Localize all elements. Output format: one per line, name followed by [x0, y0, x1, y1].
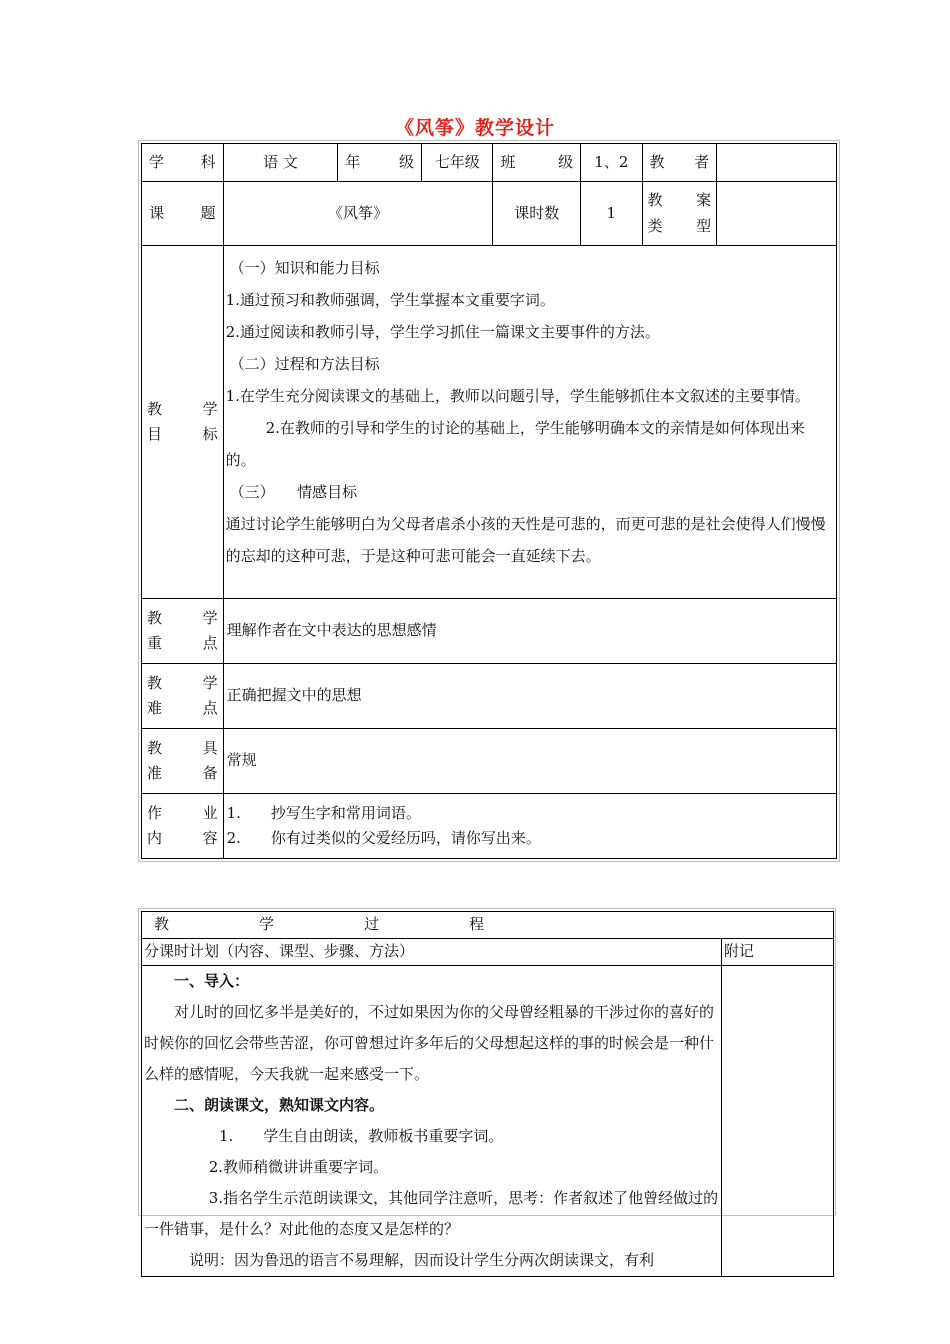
process-header: 教 学 过 程: [142, 912, 834, 939]
process-content: [142, 966, 722, 1277]
subject-label: 学 科: [142, 144, 224, 182]
process-paragraph: 3.指名学生示范朗读课文，其他同学注意听，思考：作者叙述了他曾经做过的一件错事，是什么？对此他的态度又是怎样的？: [144, 1189, 719, 1238]
notes-content: [722, 966, 834, 1277]
notes-label: 附记: [722, 939, 834, 966]
hours-label: 课时数: [493, 182, 581, 246]
preparation-label: 教 具 准 备: [142, 729, 224, 794]
teaching-process-table: [141, 911, 834, 1277]
subject-value: 语 文: [223, 144, 338, 182]
objective-line: 2.在教师的引导和学生的讨论的基础上，学生能够明确本文的亲情是如何体现出来的。: [225, 419, 805, 469]
objective-line: 通过讨论学生能够明白为父母者虐杀小孩的天性是可悲的，而更可悲的是社会使得人们慢慢的忘却的这种可悲，于是这种可悲可能会一直延续下去。: [225, 515, 826, 565]
objective-line: （二）过程和方法目标: [229, 355, 380, 373]
process-paragraph: 2.教师稍微讲讲重要字词。: [144, 1158, 389, 1176]
objectives-label: 教 学 目 标: [142, 246, 224, 599]
class-value: 1、2: [581, 144, 642, 182]
page-title: 《风筝》教学设计: [394, 117, 555, 139]
plan-label: 分课时计划（内容、课型、步骤、方法）: [142, 939, 722, 966]
plan-type-label: 教 案 类 型: [642, 182, 717, 246]
class-label: 班 级: [493, 144, 581, 182]
preparation-value: 常规: [223, 729, 836, 794]
difficulties-label: 教 学 难 点: [142, 664, 224, 729]
objective-line: 1.在学生充分阅读课文的基础上，教师以问题引导，学生能够抓住本文叙述的主要事情。: [225, 387, 810, 405]
section-heading: 二、朗读课文，熟知课文内容。: [144, 1096, 385, 1114]
key-points-label: 教 学 重 点: [142, 599, 224, 664]
section-heading: 一、导入：: [144, 972, 250, 990]
process-paragraph: 对儿时的回忆多半是美好的，不过如果因为你的父母曾经粗暴的干涉过你的喜好的时候你的回忆会带些苦涩，你可曾想过许多年后的父母想起这样的事的时候会是一种什么样的感情呢，今天我就一起来感受一下。: [144, 1003, 715, 1083]
plan-type-value: [717, 182, 837, 246]
topic-label: 课 题: [142, 182, 224, 246]
objective-line: 1.通过预习和教师强调，学生掌握本文重要字词。: [225, 291, 555, 309]
homework-item: 1. 抄写生字和常用词语。: [226, 803, 421, 822]
objectives-content: [223, 246, 836, 599]
objective-line: 2.通过阅读和教师引导，学生学习抓住一篇课文主要事件的方法。: [225, 323, 660, 341]
objective-line: （一）知识和能力目标: [229, 259, 380, 277]
difficulties-value: 正确把握文中的思想: [223, 664, 836, 729]
grade-label: 年 级: [338, 144, 422, 182]
homework-label: 作 业 内 容: [142, 794, 224, 859]
objective-line: （三） 情感目标: [229, 483, 358, 501]
process-paragraph: 1. 学生自由朗读，教师板书重要字词。: [144, 1127, 504, 1145]
key-points-value: 理解作者在文中表达的思想感情: [223, 599, 836, 664]
homework-item: 2. 你有过类似的父爱经历吗，请你写出来。: [226, 829, 541, 847]
topic-value: 《风筝》: [223, 182, 493, 246]
teaching-process-frame: [138, 908, 836, 1269]
grade-value: 七年级: [421, 144, 493, 182]
homework-content: [223, 794, 836, 859]
hours-value: 1: [581, 182, 642, 246]
lesson-info-frame: [138, 140, 840, 862]
teacher-label: 教 者: [642, 144, 717, 182]
lesson-info-table: [141, 143, 837, 859]
teacher-value: [717, 144, 837, 182]
process-paragraph: 说明：因为鲁迅的语言不易理解，因而设计学生分两次朗读课文，有利: [144, 1251, 655, 1269]
